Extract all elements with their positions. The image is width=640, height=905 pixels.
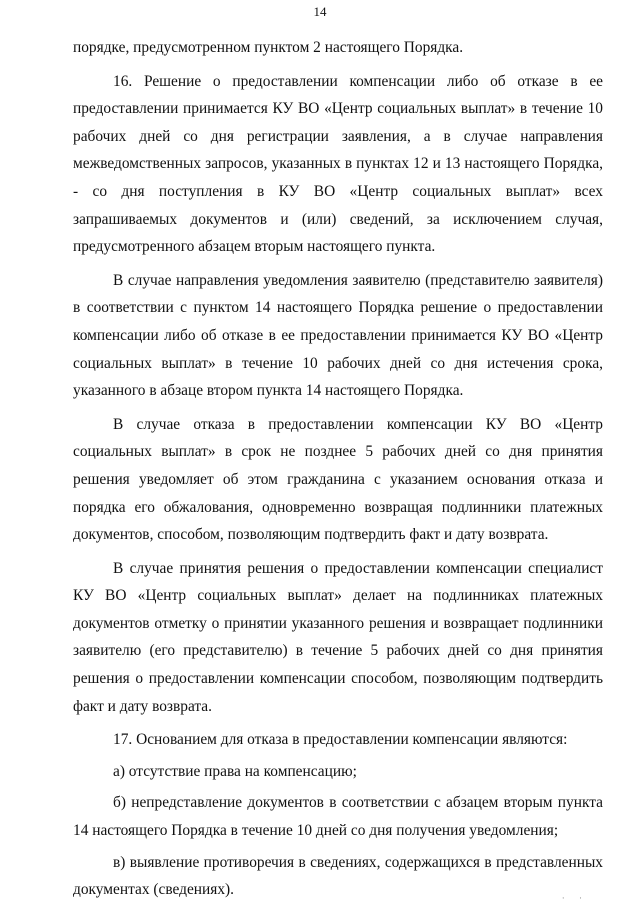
paragraph-item-17: 17. Основанием для отказа в предоставлении компенсации являются:: [113, 731, 568, 749]
paragraph-approval-case: В случае принятия решения о предоставлении компенсации специалист КУ ВО «Центр социальных выплат» делает на подлинниках платежных документов отметку о принятии указанного решения и возвращает подлинники заявителю (его представителю) в течение 5 рабочих дней со дня принятия решения о предоставлении компенсации способом, позволяющим подтвердить факт и дату возврата.: [73, 559, 603, 715]
paragraph-item-16: 16. Решение о предоставлении компенсации либо об отказе в ее предоставлении принимается КУ ВО «Центр социальных выплат» в течение 10 рабочих дней со дня регистрации заявления, а в случае направления межведомственных запросов, указанных в пунктах 12 и 13 настоящего Порядка, - со дня поступления в КУ ВО «Центр социальных выплат» всех запрашиваемых документов и (или) сведений, за исключением случая, предусмотренного абзацем вторым настоящего пункта.: [73, 72, 603, 256]
paragraph-notification-case: В случае направления уведомления заявителю (представителю заявителя) в соответствии с пунктом 14 настоящего Порядка решение о предоставлении компенсации либо об отказе в ее предоставлении принимается КУ ВО «Центр социальных выплат» в течение 10 рабочих дней со дня истечения срока, указанного в абзаце втором пункта 14 настоящего Порядка.: [73, 271, 603, 400]
page-number: 14: [313, 4, 327, 19]
paragraph-continuation: порядке, предусмотренном пунктом 2 настоящего Порядка.: [73, 39, 464, 56]
list-item-a: а) отсутствие права на компенсацию;: [113, 762, 357, 780]
paragraph-refusal-case: В случае отказа в предоставлении компенсации КУ ВО «Центр социальных выплат» в срок не позднее 5 рабочих дней со дня принятия решения уведомляет об этом гражданина с указанием основания отказа и порядка его обжалования, одновременно возвращая подлинники платежных документов, способом, позволяющим подтвердить факт и дату возврата.: [73, 415, 603, 544]
document-body: [73, 34, 603, 904]
scan-marks: · ·: [561, 893, 588, 903]
list-item-b: б) непредставление документов в соответствии с абзацем вторым пункта 14 настоящего Порядка в течение 10 дней со дня получения уведомления;: [73, 794, 603, 840]
list-item-c: в) выявление противоречия в сведениях, содержащихся в представленных документах (сведениях).: [73, 853, 603, 899]
